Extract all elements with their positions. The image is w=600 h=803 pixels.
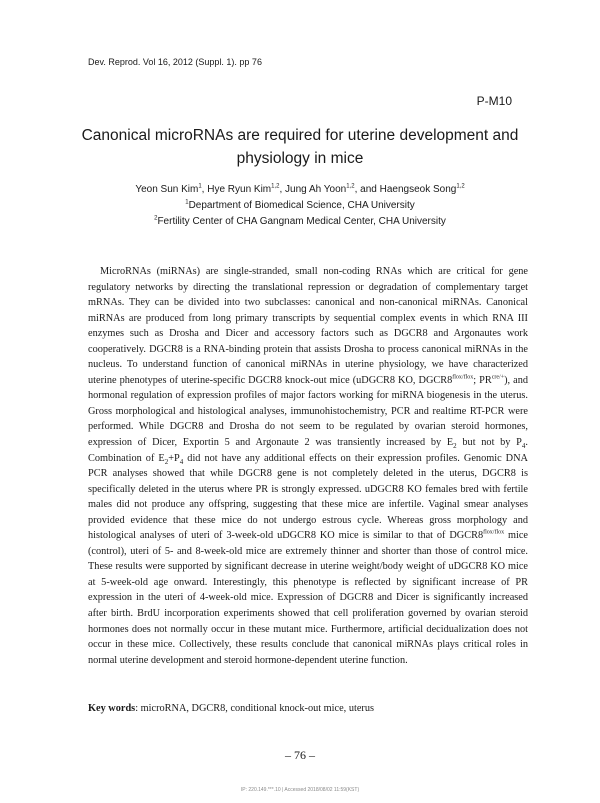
affiliation-text: Fertility Center of CHA Gangnam Medical Center, CHA University [157, 216, 446, 227]
genotype-superscript: cre/+ [491, 374, 505, 381]
journal-citation: Dev. Reprod. Vol 16, 2012 (Suppl. 1). pp 76 [88, 57, 262, 67]
author-affiliation-mark: 1 [198, 183, 202, 190]
keywords-label: Key words [88, 703, 136, 714]
title-line-2: physiology in mice [236, 150, 364, 167]
keywords [88, 703, 374, 714]
author-name: Yeon Sun Kim [135, 184, 199, 195]
author-name: Jung Ah Yoon [285, 184, 347, 195]
affiliation-mark: 2 [154, 215, 158, 222]
abstract-text: ; PR [473, 374, 492, 386]
genotype-superscript: flox/flox [483, 529, 505, 536]
abstract-text: +P [168, 452, 180, 464]
author-list: Yeon Sun Kim$^1$, Hye Ryun Kim$^{1,2}$, Jung Ah Yoon$^{1,2}$, and Haengseok Song$^{1,2}$ [135, 183, 465, 195]
author-affiliation-mark: 1,2 [456, 183, 465, 190]
title-line-1: Canonical microRNAs are required for uterine development and [81, 127, 519, 144]
hormone-subscript: 2 [453, 442, 457, 451]
hormone-subscript: 2 [164, 457, 169, 466]
abstract-text: but not by P [456, 437, 522, 449]
access-footer: IP: 220.149.***.10 | Accessed 2018/08/02 11:59(KST) [240, 787, 360, 793]
abstract-text: mice (control), uteri of 5- and 8-week-old mice are extremely thinner and shorter than those of control mice. These results were supported by significant decrease in uterine weight/body weight of uDGCR8 KO mice at 5-week-old age onward. Interestingly, this phenotype is reflected by significant increase of PR expression in the uteri of 4-week-old mice. Expression of DGCR8 and Dicer is significantly increased after birth. BrdU incorporation experiments showed that cell proliferation governed by ovarian steroid hormones does not normally occur in these mutant mice. Furthermore, artificial decidualization does not occur in these mice. Collectively, these results conclude that canonical miRNAs plays critical roles in normal uterine development and steroid hormone-dependent uterine function. [88, 530, 528, 666]
author-block [60, 182, 540, 230]
affiliation-2 [60, 214, 540, 230]
author-affiliation-mark: 1,2 [271, 183, 280, 190]
affiliation-text: Department of Biomedical Science, CHA University [188, 200, 415, 211]
abstract-text: . Combination of E [88, 437, 528, 464]
abstract-body [88, 264, 528, 668]
genotype-superscript: flox/flox [452, 374, 474, 381]
hormone-subscript: 4 [521, 442, 526, 451]
abstract-text: MicroRNAs (miRNAs) are single-stranded, small non-coding RNAs which are critical for gene regulatory networks by directing the translational repression or degradation of complementary target mRNAs. They can be divided into two subclasses: canonical and non-canonical miRNAs. Canonical miRNAs are produced from long primary transcripts by sequential complex events in which RNA III enzymes such as Drosha and Dicer and accessory factors such as DGCR8 and Argonautes work cooperatively. DGCR8 is a RNA-binding protein that assists Drosha to process canonical miRNAs in the nucleus. To understand function of canonical miRNAs in uterine physiology, we have characterized uterine phenotypes of uterine-specific DGCR8 knock-out mice (uDGCR8 KO, DGCR8 [88, 266, 528, 386]
hormone-subscript: 4 [179, 457, 184, 466]
author-affiliation-mark: 1,2 [346, 183, 355, 190]
keywords-text: : microRNA, DGCR8, conditional knock-out mice, uterus [135, 703, 374, 714]
affiliation-1 [60, 198, 540, 214]
affiliation-mark: 1 [185, 199, 189, 206]
author-name: Hye Ryun Kim [207, 184, 272, 195]
paper-title [60, 124, 540, 170]
poster-id: P-M10 [476, 94, 512, 108]
abstract-text: did not have any additional effects on their expression profiles. Genomic DNA PCR analyses showed that while DGCR8 gene is not completely deleted in the uterus, DGCR8 is specifically deleted in the uterus where PR is strongly expressed. uDGCR8 KO females bred with fertile males did not produce any offspring, suggesting that these mice are infertile. Vaginal smear analyses provided evidence that these mice do not undergo estrous cycle. Whereas gross morphology and histological analyses of uteri of 3-week-old uDGCR8 KO mice is similar to that of DGCR8 [88, 452, 528, 542]
author-name: and Haengseok Song [360, 184, 457, 195]
abstract-text: ), and hormonal regulation of expression profiles of major factors working for miRNA biogenesis in the uterus. Gross morphological and histological analyses, immunohistochemistry, PCR and realtime RT-PCR were performed. While DGCR8 and Drosha do not seem to be regulated by ovarian steroid hormones, expression of Dicer, Exportin 5 and Argonaute 2 was transiently increased by E [88, 374, 528, 449]
page-number: – 76 – [285, 748, 315, 762]
